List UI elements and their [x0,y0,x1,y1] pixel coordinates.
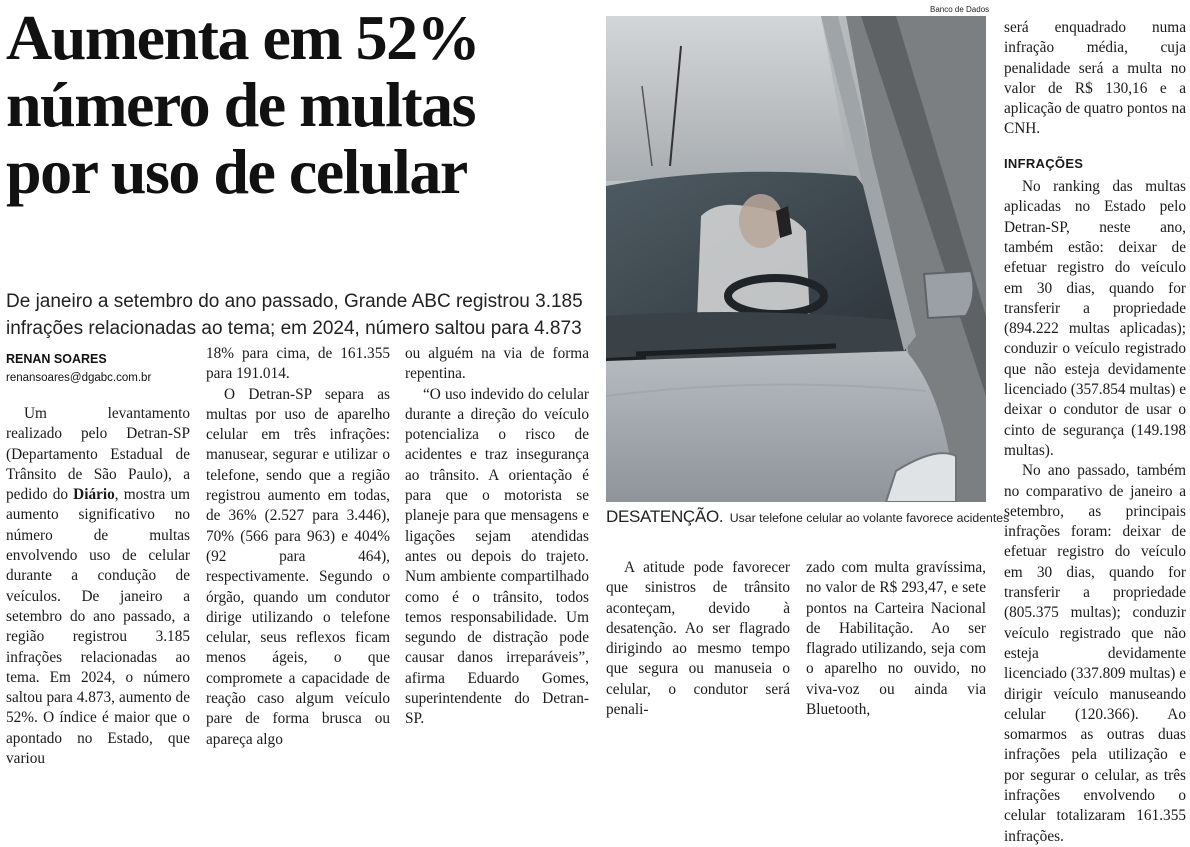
article-headline [6,4,566,205]
paragraph: ou alguém na via de forma repentina. [405,345,589,383]
article-column-5 [806,558,986,720]
article-column-3 [405,344,589,730]
headline-line: Aumenta em 52% [6,2,480,73]
photo-credit: Banco de Dados [930,5,990,14]
paragraph: será enquadrado numa infração média, cuja penalidade será a multa no valor de R$ 130,16 e a aplicação de quatro pontos na CNH. [1004,19,1186,138]
article-dek: De janeiro a setembro do ano passado, Grande ABC registrou 3.185 infrações relacionadas ao tema; em 2024, número saltou para 4.873 [6,291,583,339]
headline-line: por uso de celular [6,136,467,207]
article-column-6 [1004,18,1186,847]
byline-author: RENAN SOARES [6,352,107,366]
byline-email: renansoares@dgabc.com.br [6,372,152,384]
section-subhead: INFRAÇÕES [1004,155,1084,171]
paragraph: Um levantamento realizado pelo Detran-SP (Departamento Estadual de Trânsito de São Paulo), a pedido do Diário, mostra um aumento significativo no número de multas envolvendo uso de celular durante a condução de veículos. De janeiro a setembro do ano passado, a região registrou 3.185 infrações relacionadas ao tema. Em 2024, o número saltou para 4.873, aumento de 52%. O índice é maior que o apontado no Estado, que variou [6,405,190,768]
paragraph: 18% para cima, de 161.355 para 191.014. [206,345,390,383]
photo-caption [606,507,1010,527]
paragraph: zado com multa gravíssima, no valor de R$ 293,47, e sete pontos na Carteira Nacional de Habilitação. Ao ser flagrado utilizando, seja com o aparelho no ouvido, no viva-voz ou ainda via Bluetooth, [806,559,986,719]
caption-label: DESATENÇÃO. [606,507,724,526]
paragraph: No ano passado, também no comparativo de janeiro a setembro, as principais infrações foram: deixar de efetuar registro do veículo em 30 dias, quando for transferir a propriedade (805.375 multas); conduzir veículo registrado que não esteja devidamente licenciado (337.809 multas) e dirigir veículo manuseando celular (120.366). Ao somarmos as outras duas infrações pela utilização e por segurar o celular, as três infrações envolvendo o celular totalizaram 161.355 infrações. [1004,462,1186,845]
article-column-4 [606,558,790,720]
paragraph: No ranking das multas aplicadas no Estado pelo Detran-SP, neste ano, também estão: deixar de efetuar registro do veículo em 30 dias, quando for transferir a propriedade (894.222 multas aplicadas); conduzir o veículo registrado que não esteja devidamente licenciado (357.854 multas) e deixar o condutor de usar o cinto de segurança (149.198 multas). [1004,178,1186,459]
article-column-2 [206,344,390,750]
headline-line: número de multas [6,69,476,140]
paragraph: “O uso indevido do celular durante a direção do veículo potencializa o risco de acidentes e traz insegurança ao trânsito. A orientação é para que o motorista se planeje para que mensagens e ligações sejam atendidas antes ou depois do trajeto. Num ambiente compartilhado como é o trânsito, todos temos responsabilidade. Um segundo de distração pode causar danos irreparáveis”, afirma Eduardo Gomes, superintendente do Detran-SP. [405,385,589,728]
caption-text: Usar telefone celular ao volante favorece acidentes [729,511,1010,525]
article-column-1 [6,404,190,769]
article-photo [606,16,986,502]
paragraph: O Detran-SP separa as multas por uso de aparelho celular em três infrações: manusear, segurar e utilizar o telefone, sendo que a região registrou aumento em todas, de 36% (2.527 para 3.446), 70% (566 para 963) e 404% (92 para 464), respectivamente. Segundo o órgão, quando um condutor dirige utilizando o telefone celular, seus reflexos ficam menos ágeis, o que compromete a capacidade de reação caso algum veículo pare de forma brusca ou apareça algo [206,385,390,748]
newspaper-name: Diário [73,486,115,504]
car-driver-phone-illustration [606,16,986,502]
paragraph: A atitude pode favorecer que sinistros de trânsito aconteçam, devido à desatenção. Ao ser flagrado dirigindo ao mesmo tempo que segura ou manuseia o celular, o condutor será penali- [606,559,790,719]
